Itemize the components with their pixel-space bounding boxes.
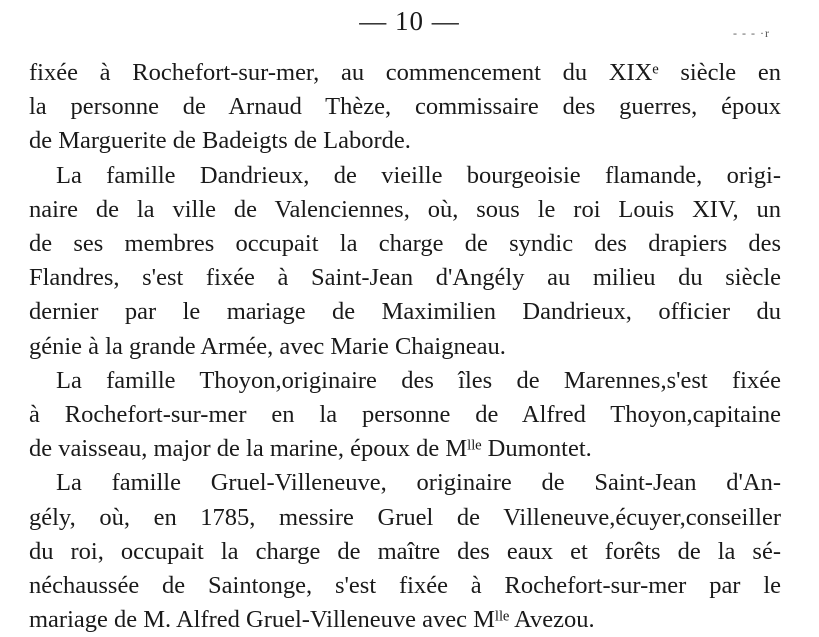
paragraph-thoyon [29,364,781,467]
text-line: de Marguerite de Badeigts de Laborde. [29,127,411,155]
text-line: de ses membres occupait la charge de syndic des drapiers des [29,230,781,258]
text-line: de vaisseau, major de la marine, époux de Mˡˡᵉ Dumontet. [29,435,592,463]
text-line: à Rochefort-sur-mer en la personne de Alfred Thoyon,capitaine [29,401,781,429]
paragraph-gruel-villeneuve [29,466,781,637]
text-line: Flandres, s'est fixée à Saint-Jean d'Angély au milieu du siècle [29,264,781,292]
text-line: La famille Gruel-Villeneuve, originaire de Saint-Jean d'An- [56,469,781,497]
text-line: génie à la grande Armée, avec Marie Chaigneau. [29,332,506,360]
text-line: néchaussée de Saintonge, s'est fixée à Rochefort-sur-mer par le [29,572,781,600]
text-line: fixée à Rochefort-sur-mer, au commencement du XIXᵉ siècle en [29,59,781,86]
paragraph-thèze [29,56,781,159]
text-line: la personne de Arnaud Thèze, commissaire des guerres, époux [29,93,781,121]
text-line: gély, où, en 1785, messire Gruel de Villeneuve,écuyer,conseiller [29,503,781,531]
body-text [29,56,781,637]
text-line: du roi, occupait la charge de maître des eaux et forêts de la sé- [29,537,781,565]
scan-artifact-mark: - - - ·r [733,26,770,40]
text-line: mariage de M. Alfred Gruel-Villeneuve avec Mˡˡᵉ Avezou. [29,606,595,634]
page-number: — 10 — [359,6,460,36]
paragraph-dandrieux [29,159,781,364]
text-line: naire de la ville de Valenciennes, où, sous le roi Louis XIV, un [29,195,781,223]
text-line: La famille Dandrieux, de vieille bourgeoisie flamande, origi- [56,161,781,189]
text-line: dernier par le mariage de Maximilien Dandrieux, officier du [29,298,781,326]
text-line: La famille Thoyon,originaire des îles de Marennes,s'est fixée [56,366,781,394]
